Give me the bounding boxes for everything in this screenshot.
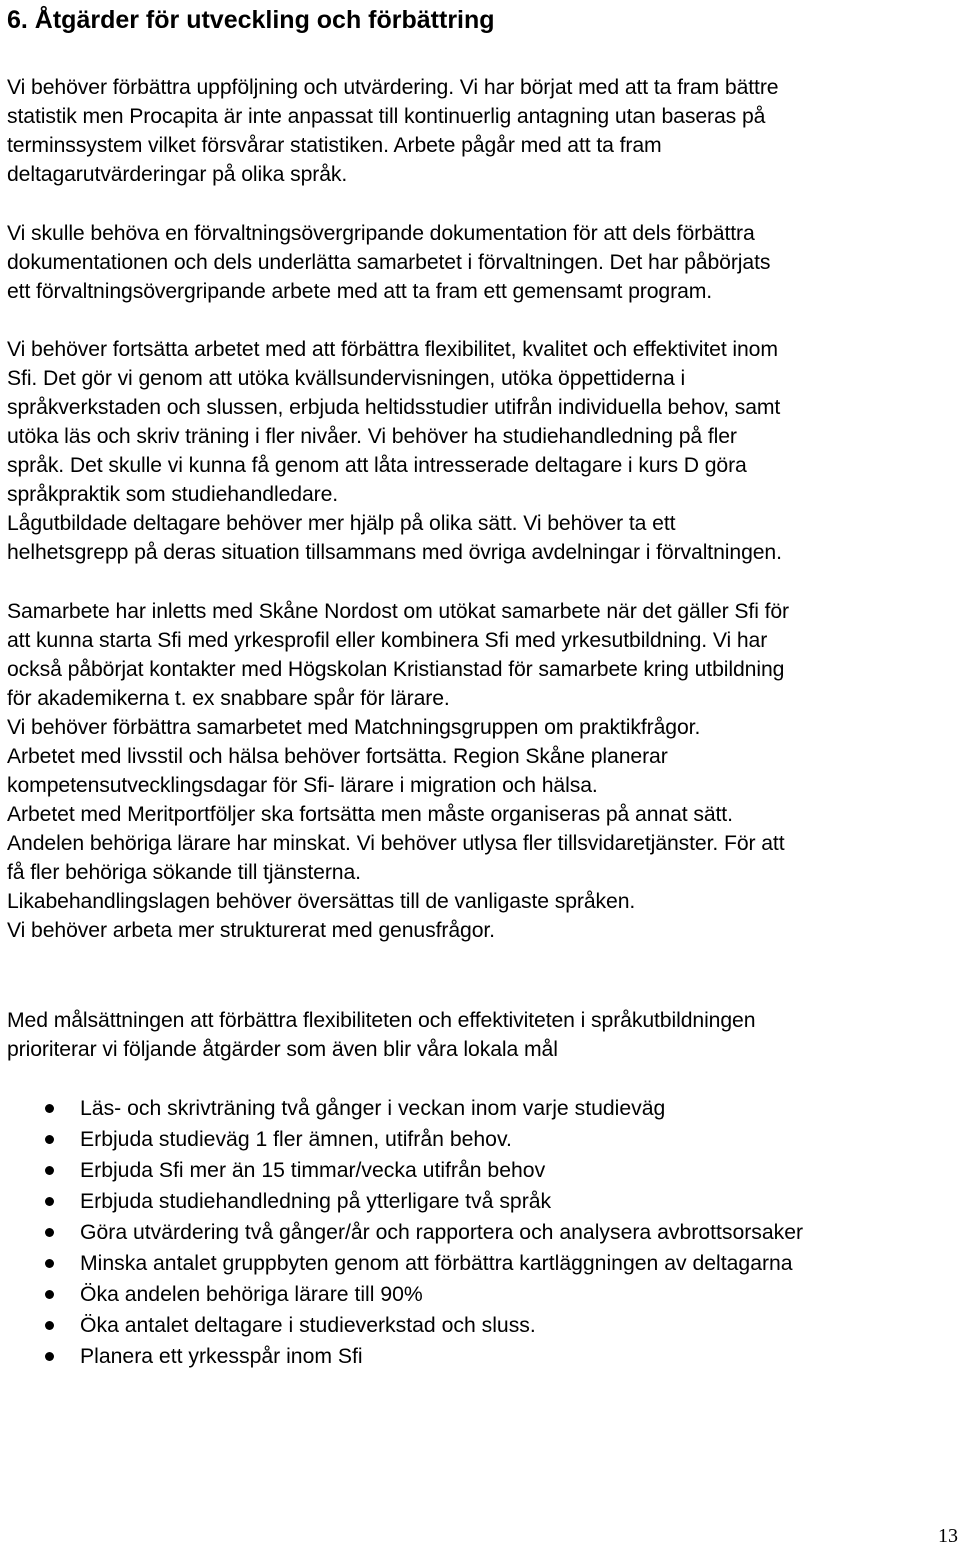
text-line: prioriterar vi följande åtgärder som även blir våra lokala mål: [7, 1038, 558, 1061]
list-item: [7, 1217, 952, 1248]
list-item: [7, 1248, 952, 1279]
list-item: [7, 1093, 952, 1124]
text-line: Andelen behöriga lärare har minskat. Vi behöver utlysa fler tillsvidaretjänster. För att: [7, 832, 785, 855]
paragraph-flexibilitet: [7, 335, 952, 567]
list-item-text: Läs- och skrivträning två gånger i veckan inom varje studieväg: [80, 1097, 666, 1120]
list-item-text: Minska antalet gruppbyten genom att förbättra kartläggningen av deltagarna: [80, 1252, 793, 1275]
text-line: Arbetet med livsstil och hälsa behöver fortsätta. Region Skåne planerar: [7, 745, 668, 768]
text-line: Arbetet med Meritportföljer ska fortsätta men måste organiseras på annat sätt.: [7, 803, 733, 826]
text-line: språkpraktik som studiehandledare.: [7, 483, 339, 506]
bullet-icon: [45, 1228, 54, 1237]
list-item: [7, 1186, 952, 1217]
text-line: få fler behöriga sökande till tjänsterna.: [7, 861, 361, 884]
list-item-text: Göra utvärdering två gånger/år och rapportera och analysera avbrottsorsaker: [80, 1221, 804, 1244]
text-line: Lågutbildade deltagare behöver mer hjälp på olika sätt. Vi behöver ta ett: [7, 512, 676, 535]
bullet-icon: [45, 1135, 54, 1144]
text-line: Vi behöver arbeta mer strukturerat med genusfrågor.: [7, 919, 495, 942]
goals-list: [7, 1093, 952, 1372]
text-line: Vi behöver förbättra samarbetet med Matchningsgruppen om praktikfrågor.: [7, 716, 701, 739]
text-line: deltagarutvärderingar på olika språk.: [7, 163, 348, 186]
list-item-text: Erbjuda studieväg 1 fler ämnen, utifrån behov.: [80, 1128, 512, 1151]
paragraph-uppfoljning: [7, 73, 952, 189]
text-line: Sfi. Det gör vi genom att utöka kvällsundervisningen, utöka öppettiderna i: [7, 367, 686, 390]
bullet-icon: [45, 1197, 54, 1206]
list-item-text: Öka andelen behöriga lärare till 90%: [80, 1283, 423, 1306]
section-heading: 6. Åtgärder för utveckling och förbättring: [7, 6, 495, 34]
list-item-text: Erbjuda studiehandledning på ytterligare två språk: [80, 1190, 552, 1213]
list-item-text: Planera ett yrkesspår inom Sfi: [80, 1345, 363, 1368]
text-line: att kunna starta Sfi med yrkesprofil eller kombinera Sfi med yrkesutbildning. Vi har: [7, 629, 768, 652]
bullet-icon: [45, 1321, 54, 1330]
text-line: terminssystem vilket försvårar statistiken. Arbete pågår med att ta fram: [7, 134, 662, 157]
text-line: språkverkstaden och slussen, erbjuda heltidsstudier utifrån individuella behov, samt: [7, 396, 781, 419]
list-item: [7, 1341, 952, 1372]
bullet-icon: [45, 1104, 54, 1113]
paragraph-samarbete: [7, 597, 952, 945]
text-line: ett förvaltningsövergripande arbete med att ta fram ett gemensamt program.: [7, 280, 713, 303]
text-line: också påbörjat kontakter med Högskolan Kristianstad för samarbete kring utbildning: [7, 658, 785, 681]
text-line: statistik men Procapita är inte anpassat till kontinuerlig antagning utan baseras på: [7, 105, 766, 128]
text-line: Vi behöver fortsätta arbetet med att förbättra flexibilitet, kvalitet och effektivitet inom: [7, 338, 778, 361]
list-item-text: Öka antalet deltagare i studieverkstad och sluss.: [80, 1314, 536, 1337]
list-item-text: Erbjuda Sfi mer än 15 timmar/vecka utifrån behov: [80, 1159, 546, 1182]
list-item: [7, 1124, 952, 1155]
paragraph-malsattning: [7, 1006, 952, 1064]
text-line: Vi skulle behöva en förvaltningsövergripande dokumentation för att dels förbättra: [7, 222, 755, 245]
text-line: dokumentationen och dels underlätta samarbetet i förvaltningen. Det har påbörjats: [7, 251, 771, 274]
paragraph-dokumentation: [7, 219, 952, 306]
text-line: Vi behöver förbättra uppföljning och utvärdering. Vi har börjat med att ta fram bättre: [7, 76, 779, 99]
text-line: Med målsättningen att förbättra flexibiliteten och effektiviteten i språkutbildningen: [7, 1009, 756, 1032]
text-line: utöka läs och skriv träning i fler nivåer. Vi behöver ha studiehandledning på fler: [7, 425, 737, 448]
text-line: kompetensutvecklingsdagar för Sfi- lärare i migration och hälsa.: [7, 774, 598, 797]
list-item: [7, 1155, 952, 1186]
list-item: [7, 1310, 952, 1341]
bullet-icon: [45, 1290, 54, 1299]
bullet-icon: [45, 1352, 54, 1361]
text-line: helhetsgrepp på deras situation tillsammans med övriga avdelningar i förvaltningen.: [7, 541, 782, 564]
bullet-icon: [45, 1166, 54, 1175]
bullet-icon: [45, 1259, 54, 1268]
text-line: för akademikerna t. ex snabbare spår för lärare.: [7, 687, 450, 710]
text-line: Samarbete har inletts med Skåne Nordost om utökat samarbete när det gäller Sfi för: [7, 600, 790, 623]
page-number: 13: [938, 1525, 958, 1547]
text-line: språk. Det skulle vi kunna få genom att låta intresserade deltagare i kurs D göra: [7, 454, 747, 477]
list-item: [7, 1279, 952, 1310]
text-line: Likabehandlingslagen behöver översättas till de vanligaste språken.: [7, 890, 636, 913]
